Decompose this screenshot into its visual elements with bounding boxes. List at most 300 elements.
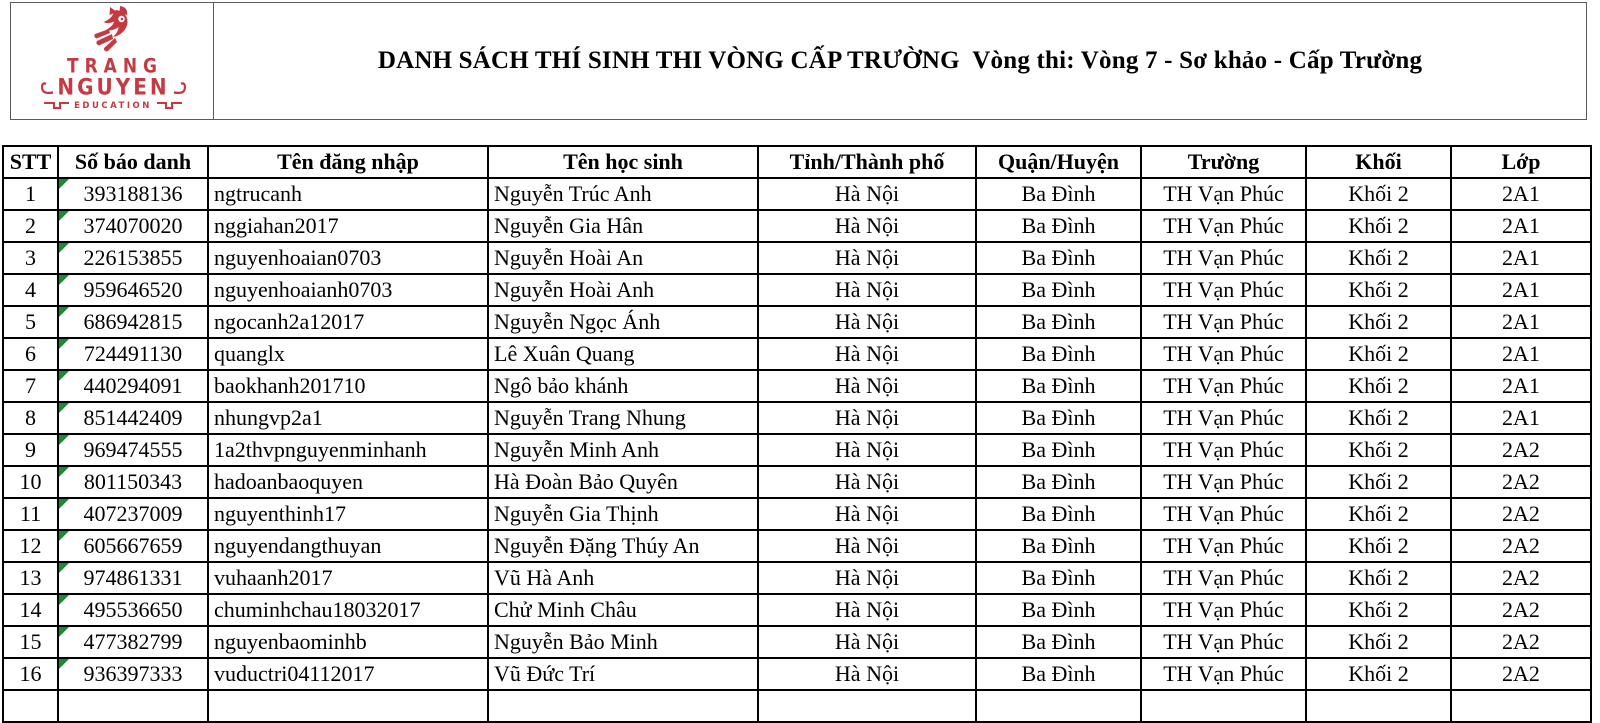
cell-sbd — [58, 626, 208, 658]
cell-grade — [1306, 690, 1451, 722]
cell-text: Khối 2 — [1348, 501, 1409, 526]
cell-name — [488, 178, 758, 210]
cell-stt — [3, 370, 58, 402]
cell-text: Ba Đình — [1021, 213, 1096, 238]
report-header — [10, 2, 1587, 120]
cell-text: Ngô bảo khánh — [494, 373, 629, 398]
cell-text: TH Vạn Phúc — [1163, 309, 1284, 334]
cell-sbd — [58, 434, 208, 466]
cell-text: Hà Nội — [834, 309, 900, 334]
cell-text: TH Vạn Phúc — [1163, 565, 1284, 590]
cell-text: Khối 2 — [1348, 309, 1409, 334]
cell-province — [758, 274, 976, 306]
cell-district — [976, 434, 1141, 466]
cell-text: Lê Xuân Quang — [494, 341, 635, 366]
cell-school — [1141, 434, 1306, 466]
cell-school — [1141, 466, 1306, 498]
cell-province — [758, 178, 976, 210]
cell-text: Nguyễn Bảo Minh — [494, 629, 658, 654]
cell-text: Hà Đoàn Bảo Quyên — [494, 469, 678, 494]
cell-province — [758, 690, 976, 722]
cell-text: Ba Đình — [1021, 245, 1096, 270]
cell-text: Nguyễn Ngọc Ánh — [494, 309, 661, 334]
cell-text: Ba Đình — [1021, 341, 1096, 366]
cell-stt — [3, 562, 58, 594]
cell-class — [1451, 274, 1591, 306]
cell-text: nguyenhoaianh0703 — [214, 277, 393, 302]
cell-stt — [3, 530, 58, 562]
cell-text: 16 — [19, 661, 42, 686]
cell-username — [208, 626, 488, 658]
table-row — [3, 306, 1591, 338]
cell-name — [488, 210, 758, 242]
cell-district — [976, 690, 1141, 722]
cell-text: TH Vạn Phúc — [1163, 341, 1284, 366]
cell-username — [208, 434, 488, 466]
cell-grade — [1306, 466, 1451, 498]
cell-text: Ba Đình — [1021, 565, 1096, 590]
cell-stt — [3, 306, 58, 338]
cell-stt — [3, 178, 58, 210]
cell-grade — [1306, 306, 1451, 338]
text-as-number-indicator-icon — [59, 307, 69, 317]
cell-username — [208, 210, 488, 242]
table-row — [3, 242, 1591, 274]
text-as-number-indicator-icon — [59, 403, 69, 413]
cell-name — [488, 242, 758, 274]
cell-stt — [3, 210, 58, 242]
cell-sbd — [58, 402, 208, 434]
cell-class — [1451, 402, 1591, 434]
cell-district — [976, 402, 1141, 434]
cell-text: Hà Nội — [834, 405, 900, 430]
cell-class — [1451, 338, 1591, 370]
cell-text: 7 — [25, 373, 36, 398]
cell-username — [208, 658, 488, 690]
cell-text: Hà Nội — [834, 661, 900, 686]
cell-class — [1451, 562, 1591, 594]
cell-text: Hà Nội — [834, 341, 900, 366]
cell-stt — [3, 690, 58, 722]
cell-text: 440294091 — [83, 373, 183, 398]
cell-province — [758, 242, 976, 274]
cell-text: TH Vạn Phúc — [1163, 469, 1284, 494]
cell-name — [488, 562, 758, 594]
cell-username — [208, 178, 488, 210]
cell-text: TH Vạn Phúc — [1163, 597, 1284, 622]
cell-text: 2A1 — [1502, 277, 1540, 302]
cell-text: 11 — [19, 501, 42, 526]
cell-text: Hà Nội — [834, 533, 900, 558]
text-as-number-indicator-icon — [59, 659, 69, 669]
cell-school — [1141, 658, 1306, 690]
table-row — [3, 690, 1591, 722]
cell-username — [208, 306, 488, 338]
cell-sbd — [58, 466, 208, 498]
cell-name — [488, 402, 758, 434]
cell-grade — [1306, 210, 1451, 242]
cell-text: Hà Nội — [834, 277, 900, 302]
cell-district — [976, 530, 1141, 562]
cell-text: Khối 2 — [1348, 661, 1409, 686]
table-row — [3, 338, 1591, 370]
cell-grade — [1306, 594, 1451, 626]
cell-text: Vũ Đức Trí — [494, 661, 596, 686]
cell-text: 393188136 — [83, 181, 183, 206]
cell-text: Khối 2 — [1348, 341, 1409, 366]
cell-text: Khối 2 — [1348, 629, 1409, 654]
cell-text: Nguyễn Hoài An — [494, 245, 644, 270]
cell-province — [758, 210, 976, 242]
cell-text: 851442409 — [83, 405, 183, 430]
cell-username — [208, 594, 488, 626]
text-as-number-indicator-icon — [59, 339, 69, 349]
table-row — [3, 274, 1591, 306]
cell-sbd — [58, 242, 208, 274]
cell-text: Ba Đình — [1021, 277, 1096, 302]
cell-text: ngtrucanh — [214, 181, 302, 206]
cell-text: 686942815 — [83, 309, 183, 334]
cell-text: 14 — [19, 597, 42, 622]
left-flourish-icon — [40, 81, 54, 94]
table-row — [3, 626, 1591, 658]
cell-username — [208, 530, 488, 562]
cell-text: Ba Đình — [1021, 437, 1096, 462]
cell-province — [758, 530, 976, 562]
cell-text: Nguyễn Đặng Thúy An — [494, 533, 700, 558]
cell-text: TH Vạn Phúc — [1163, 277, 1284, 302]
cell-name — [488, 498, 758, 530]
cell-text: 2A2 — [1502, 565, 1540, 590]
table-row — [3, 402, 1591, 434]
cell-province — [758, 306, 976, 338]
left-meander-icon — [44, 101, 70, 110]
cell-class — [1451, 594, 1591, 626]
cell-province — [758, 338, 976, 370]
cell-name — [488, 338, 758, 370]
cell-district — [976, 498, 1141, 530]
table-body — [3, 178, 1591, 722]
cell-school — [1141, 402, 1306, 434]
cell-text: Nguyễn Hoài Anh — [494, 277, 655, 302]
cell-class — [1451, 530, 1591, 562]
cell-sbd — [58, 306, 208, 338]
cell-class — [1451, 178, 1591, 210]
cell-district — [976, 178, 1141, 210]
cell-class — [1451, 466, 1591, 498]
cell-text: 2A1 — [1502, 341, 1540, 366]
cell-text: Vũ Hà Anh — [494, 565, 595, 590]
cell-text: 936397333 — [83, 661, 183, 686]
cell-sbd — [58, 338, 208, 370]
cell-text: 2A1 — [1502, 245, 1540, 270]
cell-text: 4 — [25, 277, 36, 302]
cell-text: quanglx — [214, 341, 285, 366]
cell-stt — [3, 338, 58, 370]
cell-text: 8 — [25, 405, 36, 430]
cell-text: Hà Nội — [834, 501, 900, 526]
cell-school — [1141, 626, 1306, 658]
column-header-sbd: Số báo danh — [58, 146, 208, 178]
cell-name — [488, 434, 758, 466]
cell-text: 1a2thvpnguyenminhanh — [214, 437, 427, 462]
text-as-number-indicator-icon — [59, 499, 69, 509]
cell-text: TH Vạn Phúc — [1163, 501, 1284, 526]
cell-text: 6 — [25, 341, 36, 366]
cell-district — [976, 242, 1141, 274]
column-header-class: Lớp — [1451, 146, 1591, 178]
cell-sbd — [58, 178, 208, 210]
cell-school — [1141, 690, 1306, 722]
cell-username — [208, 562, 488, 594]
table-row — [3, 530, 1591, 562]
table-row — [3, 210, 1591, 242]
text-as-number-indicator-icon — [59, 563, 69, 573]
cell-text: Khối 2 — [1348, 533, 1409, 558]
cell-sbd — [58, 562, 208, 594]
cell-text: 10 — [19, 469, 42, 494]
cell-text: 2A1 — [1502, 405, 1540, 430]
cell-text: Ba Đình — [1021, 597, 1096, 622]
column-header-name: Tên học sinh — [488, 146, 758, 178]
cell-sbd — [58, 498, 208, 530]
cell-district — [976, 210, 1141, 242]
cell-sbd — [58, 530, 208, 562]
cell-grade — [1306, 434, 1451, 466]
cell-stt — [3, 434, 58, 466]
cell-province — [758, 626, 976, 658]
cell-text: Khối 2 — [1348, 245, 1409, 270]
cell-school — [1141, 178, 1306, 210]
cell-text: Hà Nội — [834, 181, 900, 206]
cell-name — [488, 594, 758, 626]
cell-text: 605667659 — [83, 533, 183, 558]
cell-grade — [1306, 274, 1451, 306]
cell-text: Ba Đình — [1021, 181, 1096, 206]
cell-class — [1451, 242, 1591, 274]
cell-school — [1141, 338, 1306, 370]
cell-text: TH Vạn Phúc — [1163, 213, 1284, 238]
column-header-school: Trường — [1141, 146, 1306, 178]
cell-school — [1141, 210, 1306, 242]
cell-text: nggiahan2017 — [214, 213, 339, 238]
cell-text: nhungvp2a1 — [214, 405, 323, 430]
cell-stt — [3, 274, 58, 306]
cell-sbd — [58, 210, 208, 242]
cell-district — [976, 306, 1141, 338]
cell-text: Ba Đình — [1021, 661, 1096, 686]
cell-text: 2A2 — [1502, 661, 1540, 686]
cell-sbd — [58, 690, 208, 722]
cell-stt — [3, 626, 58, 658]
cell-text: 15 — [19, 629, 42, 654]
cell-text: TH Vạn Phúc — [1163, 661, 1284, 686]
cell-stt — [3, 594, 58, 626]
cell-name — [488, 274, 758, 306]
cell-sbd — [58, 274, 208, 306]
text-as-number-indicator-icon — [59, 243, 69, 253]
cell-text: hadoanbaoquyen — [214, 469, 364, 494]
cell-text: 959646520 — [83, 277, 183, 302]
cell-name — [488, 370, 758, 402]
cell-text: 2A1 — [1502, 213, 1540, 238]
cell-text: Ba Đình — [1021, 629, 1096, 654]
cell-text: 801150343 — [83, 469, 183, 494]
cell-text: 12 — [19, 533, 42, 558]
cell-text: 3 — [25, 245, 36, 270]
cell-username — [208, 242, 488, 274]
cell-text: Nguyễn Gia Thịnh — [494, 501, 659, 526]
cell-sbd — [58, 594, 208, 626]
cell-text: 407237009 — [83, 501, 183, 526]
cell-username — [208, 466, 488, 498]
cell-stt — [3, 242, 58, 274]
text-as-number-indicator-icon — [59, 595, 69, 605]
table-row — [3, 178, 1591, 210]
cell-district — [976, 658, 1141, 690]
cell-district — [976, 338, 1141, 370]
brand-logo — [11, 3, 214, 119]
cell-province — [758, 370, 976, 402]
cell-text: nguyendangthuyan — [214, 533, 382, 558]
text-as-number-indicator-icon — [59, 211, 69, 221]
cell-text: Ba Đình — [1021, 533, 1096, 558]
cell-text: Ba Đình — [1021, 373, 1096, 398]
cell-class — [1451, 210, 1591, 242]
cell-district — [976, 562, 1141, 594]
cell-stt — [3, 498, 58, 530]
cell-text: Hà Nội — [834, 629, 900, 654]
cell-text: Hà Nội — [834, 213, 900, 238]
cell-stt — [3, 658, 58, 690]
cell-text: 2A2 — [1502, 533, 1540, 558]
text-as-number-indicator-icon — [59, 531, 69, 541]
cell-username — [208, 370, 488, 402]
cell-text: 969474555 — [83, 437, 183, 462]
cell-text: Khối 2 — [1348, 277, 1409, 302]
cell-class — [1451, 658, 1591, 690]
cell-school — [1141, 562, 1306, 594]
cell-district — [976, 274, 1141, 306]
column-header-stt: STT — [3, 146, 58, 178]
cell-username — [208, 498, 488, 530]
cell-province — [758, 658, 976, 690]
cell-text: Ba Đình — [1021, 309, 1096, 334]
cell-text: Khối 2 — [1348, 437, 1409, 462]
cell-text: Hà Nội — [834, 245, 900, 270]
cell-school — [1141, 594, 1306, 626]
cell-school — [1141, 370, 1306, 402]
table-row — [3, 658, 1591, 690]
cell-text: Khối 2 — [1348, 213, 1409, 238]
column-header-district: Quận/Huyện — [976, 146, 1141, 178]
table-row — [3, 466, 1591, 498]
table-row — [3, 562, 1591, 594]
cell-name — [488, 690, 758, 722]
cell-text: Khối 2 — [1348, 597, 1409, 622]
table-row — [3, 594, 1591, 626]
cell-text: Khối 2 — [1348, 373, 1409, 398]
cell-text: 9 — [25, 437, 36, 462]
cell-text: 477382799 — [83, 629, 183, 654]
cell-text: Ba Đình — [1021, 405, 1096, 430]
cell-username — [208, 690, 488, 722]
column-header-province: Tỉnh/Thành phố — [758, 146, 976, 178]
cell-stt — [3, 466, 58, 498]
cell-text: TH Vạn Phúc — [1163, 405, 1284, 430]
cell-name — [488, 530, 758, 562]
table-row — [3, 498, 1591, 530]
right-meander-icon — [156, 101, 182, 110]
cell-text: baokhanh201710 — [214, 373, 366, 398]
right-flourish-icon — [173, 81, 187, 94]
text-as-number-indicator-icon — [59, 467, 69, 477]
cell-text: 13 — [19, 565, 42, 590]
cell-name — [488, 306, 758, 338]
cell-text: 2A2 — [1502, 501, 1540, 526]
cell-grade — [1306, 242, 1451, 274]
cell-text: Ba Đình — [1021, 501, 1096, 526]
cell-grade — [1306, 338, 1451, 370]
cell-district — [976, 466, 1141, 498]
cell-text: vuhaanh2017 — [214, 565, 333, 590]
cell-text: Nguyễn Minh Anh — [494, 437, 659, 462]
cell-grade — [1306, 626, 1451, 658]
cell-text: nguyenbaominhb — [214, 629, 367, 654]
cell-province — [758, 562, 976, 594]
brand-word-education — [42, 101, 182, 111]
cell-text: Hà Nội — [834, 437, 900, 462]
cell-class — [1451, 690, 1591, 722]
cell-school — [1141, 274, 1306, 306]
cell-text: Khối 2 — [1348, 469, 1409, 494]
cell-class — [1451, 370, 1591, 402]
cell-text: TH Vạn Phúc — [1163, 181, 1284, 206]
cell-province — [758, 434, 976, 466]
cell-text: Chử Minh Châu — [494, 597, 637, 622]
cell-school — [1141, 306, 1306, 338]
phoenix-bird-icon — [87, 5, 137, 57]
cell-text: 374070020 — [83, 213, 183, 238]
brand-word-education-text: EDUCATION — [74, 100, 152, 111]
cell-text: Khối 2 — [1348, 181, 1409, 206]
column-header-username: Tên đăng nhập — [208, 146, 488, 178]
cell-sbd — [58, 370, 208, 402]
cell-text: 5 — [25, 309, 36, 334]
table-header-row — [3, 146, 1591, 178]
cell-school — [1141, 498, 1306, 530]
cell-text: Hà Nội — [834, 373, 900, 398]
cell-text: 2 — [25, 213, 36, 238]
cell-text: 2A2 — [1502, 597, 1540, 622]
text-as-number-indicator-icon — [59, 179, 69, 189]
brand-word-trang: TRANG — [66, 55, 164, 79]
cell-text: 1 — [25, 181, 36, 206]
candidate-table — [2, 145, 1592, 723]
cell-text: Nguyễn Trang Nhung — [494, 405, 686, 430]
cell-username — [208, 402, 488, 434]
cell-text: Hà Nội — [834, 565, 900, 590]
cell-text: Hà Nội — [834, 597, 900, 622]
cell-text: 2A1 — [1502, 373, 1540, 398]
cell-province — [758, 498, 976, 530]
cell-grade — [1306, 562, 1451, 594]
cell-grade — [1306, 498, 1451, 530]
text-as-number-indicator-icon — [59, 627, 69, 637]
cell-text: Hà Nội — [834, 469, 900, 494]
cell-text: Khối 2 — [1348, 405, 1409, 430]
cell-text: 495536650 — [83, 597, 183, 622]
